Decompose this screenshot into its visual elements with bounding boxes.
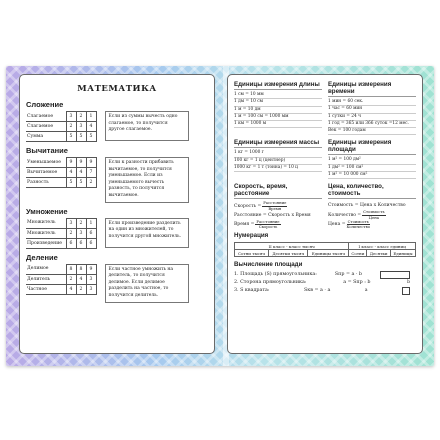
- table-row: II класс - класс тысяч I класс - класс единиц: [235, 243, 416, 250]
- list-item: 1 м² = 100 дм²: [328, 157, 416, 164]
- list-item: 3. S квадрата: Sкв = a · a a: [234, 287, 416, 295]
- list-item: 1 м = 100 см = 1000 мм: [234, 114, 322, 121]
- formula: Стоимость = Цена х Количество: [328, 203, 406, 209]
- numbering-table: [234, 242, 416, 257]
- operation-table: [26, 157, 97, 188]
- table-row: Слагаемое 2 3 4: [26, 122, 96, 132]
- table-row: Частное 4 2 3: [26, 284, 96, 294]
- section-heading: Цена, количество, стоимость: [328, 183, 416, 199]
- list-item: 1 год = 365 или 366 суток =12 мес.: [328, 121, 416, 128]
- time-units: [328, 81, 416, 135]
- operation-table: [26, 218, 97, 249]
- table-row: Слагаемое 3 2 1: [26, 112, 96, 122]
- section-heading: Вычисление площади: [234, 261, 303, 269]
- section-heading: Деление: [26, 252, 58, 262]
- left-page: [19, 74, 215, 354]
- list-item: 1 сутки = 24 ч: [328, 114, 416, 121]
- table-row: Делитель 2 4 3: [26, 274, 96, 284]
- section-multiplication: [26, 207, 208, 249]
- mass-units: [234, 139, 322, 179]
- formula: Количество = $\frac{\text{Стоимость}}{\text{Цена}}$: [328, 209, 385, 220]
- table-row: Вычитаемое 4 4 7: [26, 168, 96, 178]
- area-calculation: [234, 261, 416, 295]
- rule-text: Если из суммы вычесть одно слагаемое, то получится другое слагаемое.: [105, 111, 189, 141]
- list-item: 1 кг = 1000 г: [234, 150, 322, 157]
- operation-table: [26, 111, 97, 142]
- price-quantity-cost: [328, 183, 416, 229]
- operation-table: [26, 264, 97, 295]
- list-item: 1 км = 1000 м: [234, 121, 322, 128]
- list-item: Век = 100 годам: [328, 128, 416, 135]
- list-item: 1 час = 60 мин: [328, 106, 416, 113]
- rule-text: Если произведение разделить на один из множителей, то получится другой множитель.: [105, 218, 189, 248]
- table-row: Сумма 5 5 5: [26, 132, 96, 142]
- section-addition: [26, 100, 208, 142]
- page-title: МАТЕМАТИКА: [77, 84, 157, 94]
- speed-time-distance: [234, 183, 322, 229]
- list-item: 100 кг = 1 ц (центнер): [234, 158, 322, 165]
- formula: Расстояние = Скорость х Время: [234, 212, 311, 218]
- list-item: 1 м = 10 дм: [234, 107, 322, 114]
- table-row: Разность 5 5 2: [26, 178, 96, 188]
- section-heading: Умножение: [26, 206, 68, 216]
- section-heading: Единицы измерения площади: [328, 139, 416, 155]
- section-heading: Единицы измерения времени: [328, 81, 416, 97]
- list-item: 1 дм = 10 см: [234, 99, 322, 106]
- section-division: [26, 253, 208, 303]
- table-row: Множитель 2 3 6: [26, 228, 96, 238]
- numbering-section: [234, 232, 416, 257]
- section-heading: Скорость, время, расстояние: [234, 183, 322, 199]
- square-diagram: [402, 287, 410, 295]
- rule-text: Если частное умножить на делитель, то получится делимое. Если делимое разделить на частное, то получится делитель.: [105, 264, 189, 303]
- list-item: 1 см = 10 мм: [234, 92, 322, 99]
- list-item: 1 мин = 60 сек.: [328, 99, 416, 106]
- area-units: [328, 139, 416, 179]
- section-heading: Сложение: [26, 100, 64, 109]
- list-item: 1. Площадь (S) прямоугольника: Sпр = a · b: [234, 271, 416, 279]
- rule-text: Если к разности прибавить вычитаемое, то получится уменьшаемое. Если из уменьшаемого вычесть разность, то получится вычитаемое.: [105, 157, 189, 203]
- list-item: 1000 кг = 1 т (тонна) = 10 ц: [234, 165, 322, 172]
- length-units: [234, 81, 322, 135]
- table-row: Произведение 6 6 6: [26, 238, 96, 248]
- section-heading: Вычитание: [26, 146, 68, 155]
- section-heading: Единицы измерения массы: [234, 139, 322, 148]
- section-heading: Единицы измерения длины: [234, 81, 322, 90]
- right-page: [227, 74, 423, 354]
- list-item: 2. Сторона прямоугольника: a = Sпр : b b: [234, 280, 410, 286]
- list-item: 1 дм² = 100 см²: [328, 165, 416, 172]
- list-item: 1 м² = 10 000 см²: [328, 172, 416, 179]
- table-row: Делимое 8 8 9: [26, 264, 96, 274]
- table-row: Уменьшаемое 9 9 9: [26, 158, 96, 168]
- section-heading: Нумерация: [234, 232, 269, 240]
- formula: Время = $\frac{\text{Расстояние}}{\text{Скорость}}$: [234, 218, 280, 229]
- rectangle-diagram: [380, 271, 410, 279]
- table-row: Сотни тысяч Десятки тысяч Единицы тысяч Сотни Десятки Единицы: [235, 250, 416, 257]
- book-cover: [6, 66, 434, 366]
- table-row: Множитель 3 2 1: [26, 218, 96, 228]
- section-subtraction: [26, 146, 208, 203]
- formula: Цена = $\frac{\text{Стоимость}}{\text{Количество}}$: [328, 218, 371, 229]
- formula: Скорость = $\frac{\text{Расстояние}}{\text{Время}}$: [234, 200, 287, 211]
